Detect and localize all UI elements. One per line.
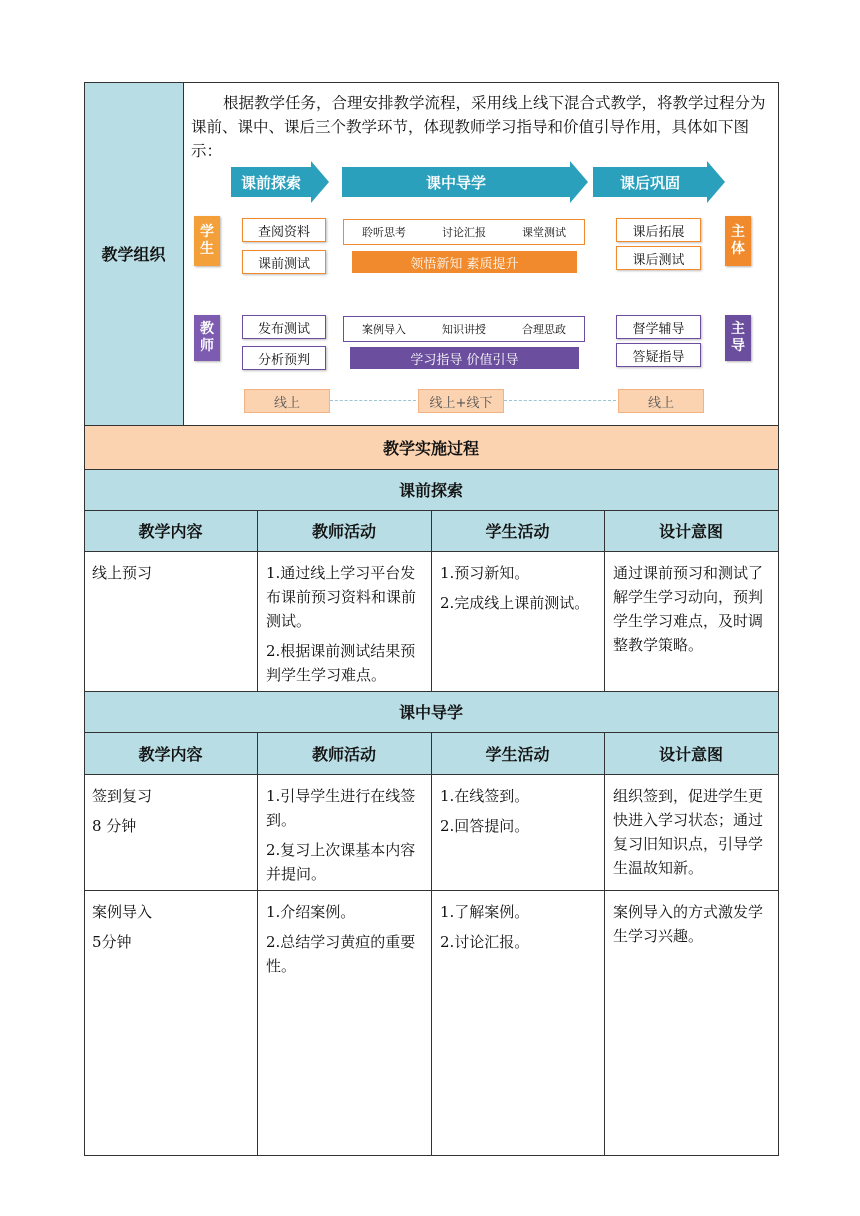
teacher-post-2: 答疑指导: [616, 343, 701, 367]
row-intent: 组织签到，促进学生更快进入学习状态；通过复习旧知识点，引导学生温故知新。: [613, 787, 764, 877]
mode-connector: [330, 400, 416, 401]
subject-tag: 主体: [725, 216, 751, 266]
col-header-teacher: 教师活动: [311, 522, 376, 541]
row-content: 线上预习: [92, 564, 153, 582]
row-content: 案例导入 5分钟: [92, 903, 153, 951]
student-post-2: 课后测试: [616, 246, 701, 270]
teacher-mid-2: 知识讲授: [442, 323, 486, 336]
row-intent: 案例导入的方式激发学生学习兴趣。: [613, 903, 764, 945]
section-title: 课中导学: [398, 703, 463, 722]
teacher-mid-flow: [343, 316, 585, 342]
student-bar: 领悟新知 素质提升: [352, 251, 577, 273]
teacher-pre-2: 分析预判: [242, 346, 326, 370]
student-pre-1: 查阅资料: [242, 218, 326, 242]
mode-connector: [504, 400, 616, 401]
student-pre-2: 课前测试: [242, 250, 326, 274]
teacher-pre-1: 发布测试: [242, 315, 326, 339]
col-header-intent: 设计意图: [658, 522, 723, 541]
stage-pre: 课前探索: [231, 167, 311, 197]
teacher-post-1: 督学辅导: [616, 315, 701, 339]
row-content: 签到复习 8 分钟: [92, 787, 153, 835]
mode-pre: 线上: [244, 389, 330, 413]
row-intent: 通过课前预习和测试了解学生学习动向，预判学生学习难点，及时调整教学策略。: [613, 564, 764, 654]
org-intro: 根据教学任务，合理安排教学流程，采用线上线下混合式教学，将教学过程分为课前、课中、课后三个教学环节，体现教师学习指导和价值引导作用，具体如下图示：: [191, 94, 766, 160]
row-teacher: 1.通过线上学习平台发布课前预习资料和课前测试。 2.根据课前测试结果预判学生学习难点。: [266, 564, 417, 684]
row-student: 1.在线签到。 2.回答提问。: [440, 787, 530, 835]
mode-post: 线上: [618, 389, 704, 413]
teacher-bar: 学习指导 价值引导: [350, 347, 579, 369]
col-header-intent: 设计意图: [658, 744, 723, 764]
org-label: 教学组织: [101, 245, 166, 264]
col-header-teacher: 教师活动: [311, 744, 376, 764]
student-mid-flow: [343, 219, 585, 245]
guide-tag: 主导: [725, 315, 751, 361]
col-header-content: 教学内容: [138, 744, 203, 764]
stage-mid: 课中导学: [342, 167, 570, 197]
student-mid-3: 课堂测试: [522, 226, 566, 239]
process-title: 教学实施过程: [382, 438, 479, 458]
stage-post: 课后巩固: [593, 167, 707, 197]
mode-mid: 线上+线下: [418, 389, 504, 413]
row-student: 1.了解案例。 2.讨论汇报。: [440, 903, 530, 951]
student-mid-2: 讨论汇报: [442, 226, 486, 239]
section-title: 课前探索: [398, 481, 463, 500]
col-header-content: 教学内容: [138, 522, 203, 541]
row-teacher: 1.介绍案例。 2.总结学习黄疸的重要性。: [266, 903, 416, 975]
teacher-mid-1: 案例导入: [362, 323, 406, 336]
teacher-mid-3: 合理思政: [522, 323, 566, 336]
row-teacher: 1.引导学生进行在线签到。 2.复习上次课基本内容并提问。: [266, 787, 416, 883]
teacher-tag: 教师: [194, 315, 220, 361]
student-mid-1: 聆听思考: [362, 226, 406, 239]
col-header-student: 学生活动: [485, 522, 550, 541]
row-student: 1.预习新知。 2.完成线上课前测试。: [440, 564, 590, 612]
col-header-student: 学生活动: [485, 744, 550, 764]
student-post-1: 课后拓展: [616, 218, 701, 242]
student-tag: 学生: [194, 216, 220, 266]
